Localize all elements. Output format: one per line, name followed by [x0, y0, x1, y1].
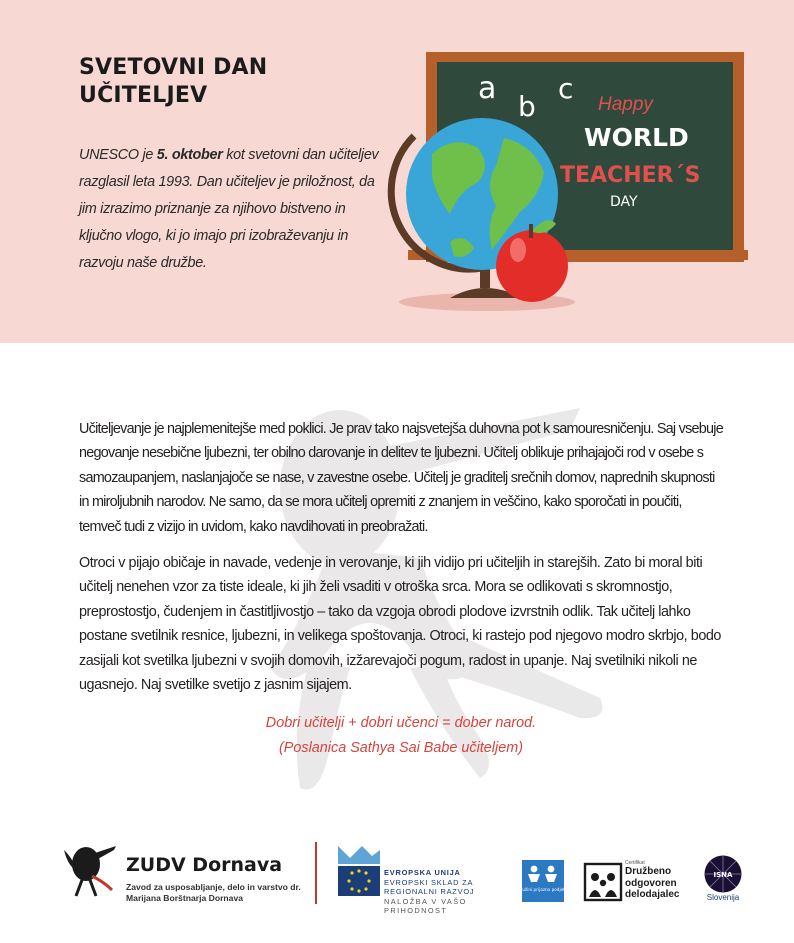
footer-divider	[315, 842, 317, 904]
intro-date: 5. oktober	[156, 147, 223, 163]
eu-line-1: EVROPSKA UNIJA	[384, 868, 461, 877]
article-body	[79, 417, 723, 697]
family-group-icon	[584, 863, 622, 901]
hero-banner	[0, 0, 794, 343]
board-teachers: TEACHER´S	[560, 163, 701, 188]
quote-line-1: Dobri učitelji + dobri učenci = dober narod.	[265, 715, 537, 731]
eu-flag-icon	[336, 846, 382, 898]
cert-line-1: Družbeno	[625, 866, 672, 877]
eu-line-4: NALOŽBA V VAŠO PRIHODNOST	[384, 896, 467, 916]
board-day: DAY	[610, 194, 638, 210]
paragraph-2: Otroci v pijajo običaje in navade, vedenje in verovanje, ki jih vidijo pri učiteljih in starejših. Zato bi moral biti učitelj nenehen vzor za tiste ideale, ki jih želi vsaditi v otroška srca. Mora se odlikovati s skromnostjo, preprostostjo, čudenjem in častitljivostjo – tako da vzgoja obrodi plodove izvrstnih odlik. Tak učitelj lahko postane svetilnik resnice, ljubezni, in velikega spoštovanja. Otroci, ki rastejo pod njegovo modro skrbjo, bodo zasijali kot svetilka ljubezni v svojih domovih, izžarevajoči pogum, radost in upanje. Naj svetilniki nikoli ne ugasnejo. Naj svetilke svetijo z jasnim sijajem.	[79, 555, 721, 694]
apple-stem	[529, 224, 533, 238]
eu-line-2: EVROPSKI SKLAD ZA	[384, 877, 474, 887]
apple-highlight	[510, 238, 526, 262]
intro-text	[79, 142, 379, 277]
cert-line-2: odgovoren	[625, 877, 677, 889]
certificate-text	[625, 860, 705, 901]
chalk-letter-c: c	[558, 72, 574, 105]
title-line-1: SVETOVNI DAN	[79, 55, 268, 80]
cert-small: Certifikat	[625, 860, 645, 866]
board-world: WORLD	[584, 123, 689, 152]
intro-post: kot svetovni dan učiteljev razglasil leta 1993. Dan učiteljev je priložnost, da jim izrazimo priznanje za njihovo bistveno in ključno vlogo, ki jo imajo pri izobraževanju in razvoju naše družbe.	[79, 147, 379, 271]
family-friendly-logo-icon	[517, 860, 569, 902]
teachers-day-illustration	[392, 46, 752, 314]
intro-pre: UNESCO je	[79, 147, 157, 163]
zudv-name: ZUDV Dornava	[126, 854, 283, 876]
isna-logo-text: ISNA	[713, 871, 733, 879]
board-happy: Happy	[598, 94, 653, 115]
footer-logos	[0, 832, 794, 922]
isna-logo-icon	[703, 854, 743, 894]
isna-label: Slovenija	[706, 893, 740, 902]
eu-text	[384, 868, 514, 916]
chalk-letter-b: b	[518, 90, 536, 123]
title-line-2: UČITELJEV	[79, 83, 208, 108]
page-title	[79, 54, 379, 110]
paragraph-1: Učiteljevanje je najplemenitejše med poklici. Je prav tako najsvetejša duhovna pot k samouresničenju. Saj vsebuje negovanje nesebične ljubezni, ter obilno darovanje in delitev te ljubezni. Učitelj oblikuje prihajajoči rod v osebe s samozaupanjem, naslanjajoče se nase, v zavestne osebe. Učitelj je graditelj srečnih domov, naprednih skupnosti in miroljubnih narodov. Ne samo, da se mora učitelj opremiti z znanjem in veščino, kako sporočati in poučiti, temveč tudi z vizijo in uvidom, kako navdihovati in preobražati.	[79, 421, 723, 535]
eu-line-3: REGIONALNI RAZVOJ	[384, 887, 475, 897]
quote-line-2: (Poslanica Sathya Sai Babe učiteljem)	[279, 740, 523, 756]
closing-quote	[79, 711, 723, 761]
apple-icon	[496, 230, 568, 302]
chalk-letter-a: a	[478, 71, 497, 106]
zudv-subtitle: Zavod za usposabljanje, delo in varstvo dr. Marijana Borštnarja Dornava	[126, 882, 301, 903]
cert-line-3: delodajalec	[625, 889, 680, 900]
zudv-stork-icon	[62, 840, 118, 898]
family-logo-text: Družini prijazno podjetje	[517, 887, 569, 892]
